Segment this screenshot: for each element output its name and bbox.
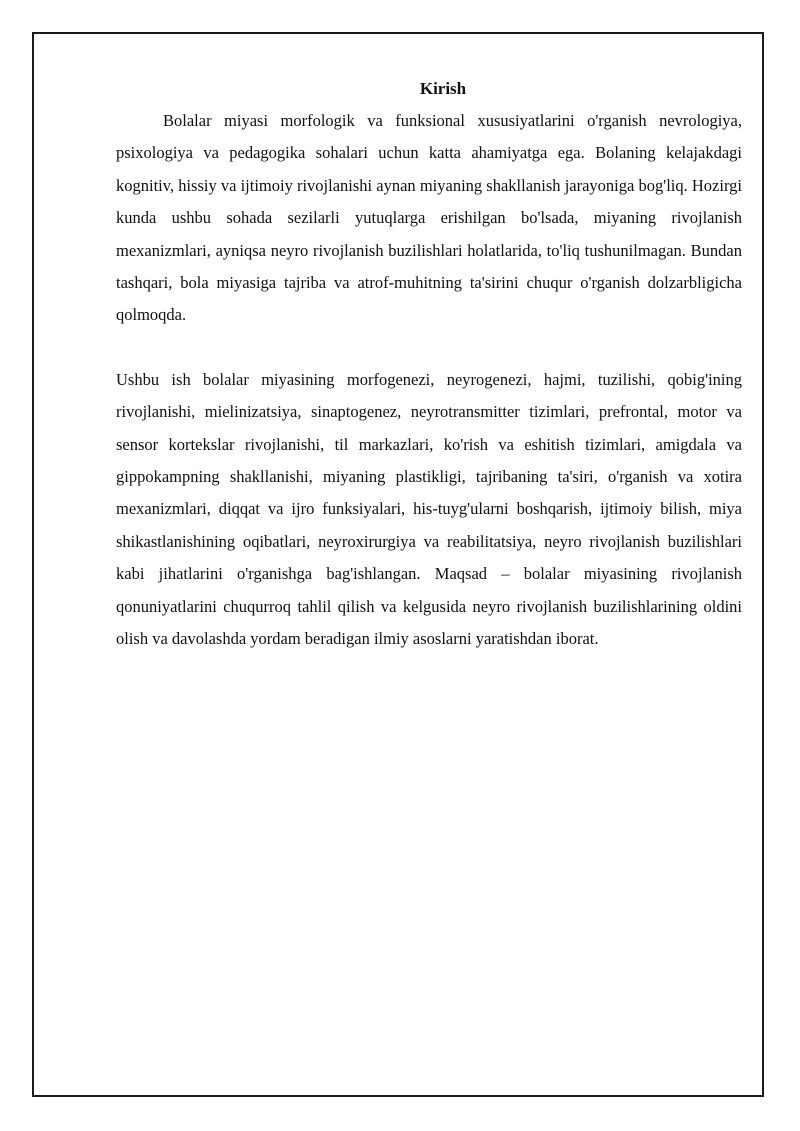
document-body: [116, 78, 742, 656]
intro-paragraph-1: Bolalar miyasi morfologik va funksional xususiyatlarini o'rganish nevrologiya, psixologiya va pedagogika sohalari uchun katta ahamiyatga ega. Bolaning kelajakdagi kognitiv, hissiy va ijtimoiy rivojlanishi aynan miyaning shakllanish jarayoniga bog'liq. Hozirgi kunda ushbu sohada sezilarli yutuqlarga erishilgan bo'lsada, miyaning rivojlanish mexanizmlari, ayniqsa neyro rivojlanish buzilishlari holatlarida, to'liq tushunilmagan. Bundan tashqari, bola miyasiga tajriba va atrof-muhitning ta'sirini chuqur o'rganish dolzarbligicha qolmoqda.: [116, 111, 742, 325]
intro-paragraph-2: Ushbu ish bolalar miyasining morfogenezi, neyrogenezi, hajmi, tuzilishi, qobig'ining rivojlanishi, mielinizatsiya, sinaptogenez, neyrotransmitter tizimlari, prefrontal, motor va sensor kortekslar rivojlanishi, til markazlari, ko'rish va eshitish tizimlari, amigdala va gippokampning shakllanishi, miyaning plastikligi, tajribaning ta'siri, o'rganish va xotira mexanizmlari, diqqat va ijro funksiyalari, his-tuyg'ularni boshqarish, ijtimoiy bilish, miya shikastlanishining oqibatlari, neyroxirurgiya va reabilitatsiya, neyro rivojlanish buzilishlari kabi jihatlarini o'rganishga bag'ishlangan. Maqsad – bolalar miyasining rivojlanish qonuniyatlarini chuqurroq tahlil qilish va kelgusida neyro rivojlanish buzilishlarining oldini olish va davolashda yordam beradigan ilmiy asoslarni yaratishdan iborat.: [116, 369, 742, 649]
section-title: Kirish: [419, 79, 467, 98]
